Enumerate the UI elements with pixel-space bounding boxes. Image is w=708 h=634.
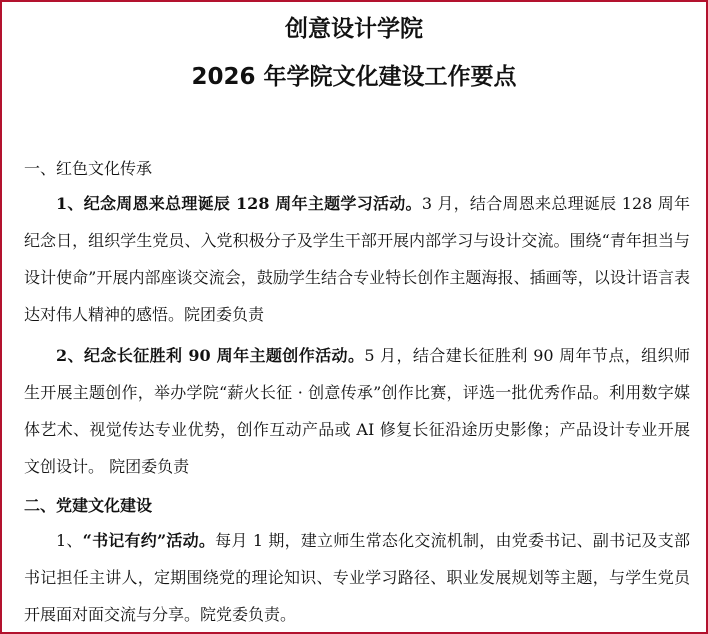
paragraph-body: 每月 1 期，建立师生常态化交流机制，由党委书记、副书记及支部书记担任主讲人，定期围绕党的理论知识、专业学习路径、职业发展规划等主题，与学生党员开展面对面交流与分享。院党委负责。 — [24, 531, 690, 624]
paragraph-lead: 1、纪念周恩来总理诞辰 128 周年主题学习活动。 — [56, 194, 422, 213]
paragraph-lead-prefix: 1、 — [56, 531, 83, 550]
paragraph-body: 3 月，结合周恩来总理诞辰 128 周年纪念日，组织学生党员、入党积极分子及学生干部开展内部学习与设计交流。围绕“青年担当与设计使命”开展内部座谈交流会，鼓励学生结合专业特长创作主题海报、插画等，以设计语言表达对伟人精神的感悟。院团委负责 — [24, 194, 690, 324]
paragraph-long-march-activity — [24, 337, 690, 485]
section-heading-red-culture: 一、红色文化传承 — [24, 159, 153, 178]
document-title: 2026 年学院文化建设工作要点 — [191, 64, 517, 90]
paragraph-lead: “书记有约”活动。 — [82, 531, 216, 550]
school-title: 创意设计学院 — [285, 16, 423, 42]
paragraph-body: 5 月，结合建长征胜利 90 周年节点，组织师生开展主题创作，举办学院“薪火长征 · 创意传承”创作比赛，评选一批优秀作品。利用数字媒体艺术、视觉传达专业优势，创作互动产品或 AI 修复长征沿途历史影像；产品设计专业开展文创设计。 院团委负责 — [24, 346, 690, 476]
paragraph-secretary-meeting — [24, 522, 690, 633]
paragraph-zhou-enlai-activity — [24, 185, 690, 333]
section-heading-party-building: 二、党建文化建设 — [24, 496, 153, 515]
paragraph-lead: 2、纪念长征胜利 90 周年主题创作活动。 — [56, 346, 365, 365]
